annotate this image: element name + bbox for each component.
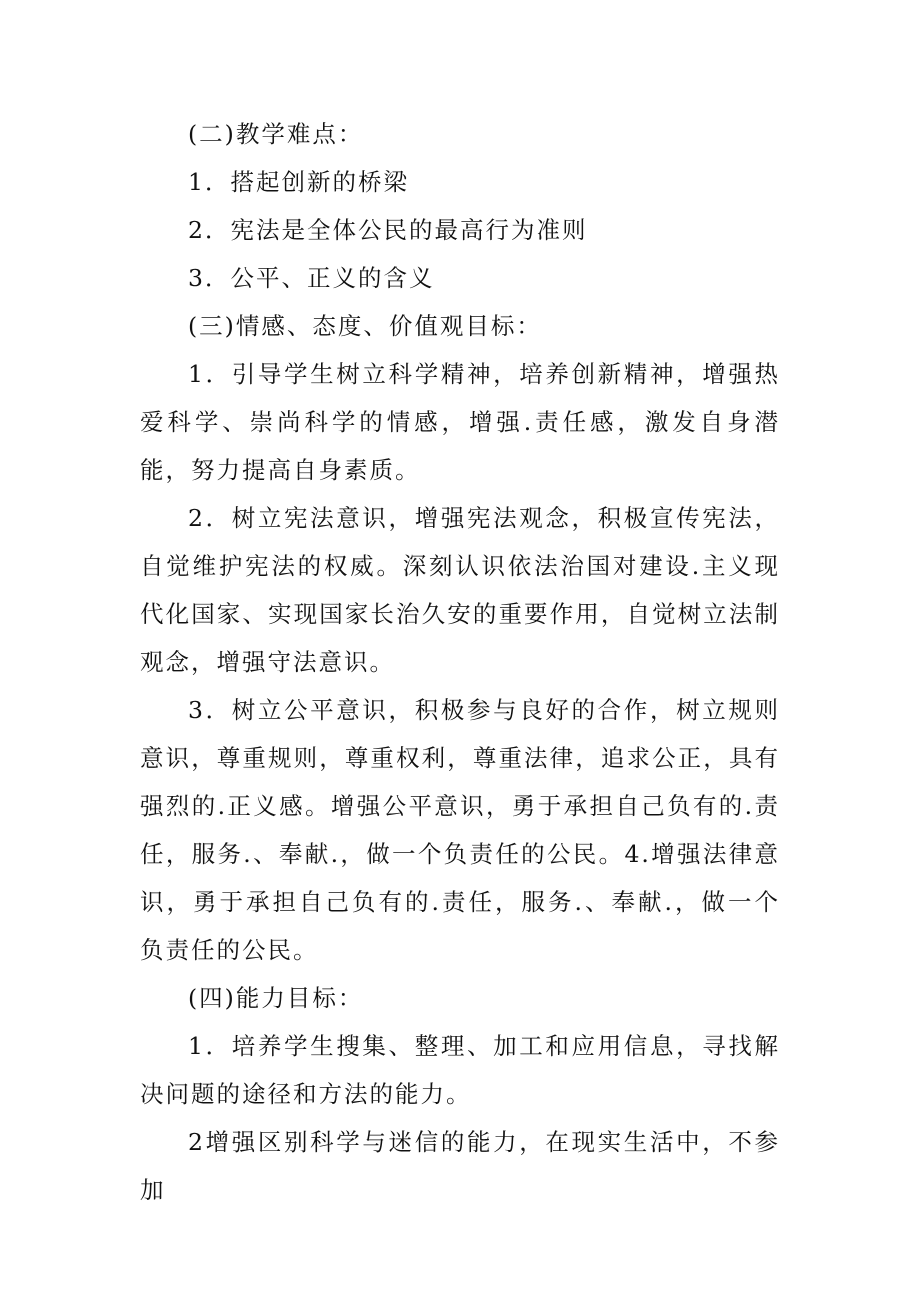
section-heading-ability-goals: (四)能力目标： — [188, 984, 364, 1012]
section-heading-attitude-goals: (三)情感、态度、价值观目标： — [188, 312, 542, 340]
document-body — [140, 110, 780, 1214]
list-item: 2．树立宪法意识，增强宪法观念，积极宣传宪法，自觉维护宪法的权威。深刻认识依法治国对建设.主义现代化国家、实现国家长治久安的重要作用，自觉树立法制观念，增强守法意识。 — [140, 504, 780, 676]
list-item: 1．搭起创新的桥梁 — [188, 168, 409, 196]
list-item: 2．宪法是全体公民的最高行为准则 — [188, 216, 588, 244]
list-item: 3．公平、正义的含义 — [188, 264, 435, 292]
section-heading-difficulties: (二)教学难点： — [188, 120, 364, 148]
list-item: 1．培养学生搜集、整理、加工和应用信息，寻找解决问题的途径和方法的能力。 — [140, 1032, 780, 1108]
list-item: 2增强区别科学与迷信的能力，在现实生活中，不参加 — [140, 1128, 780, 1204]
list-item: 3．树立公平意识，积极参与良好的合作，树立规则意识，尊重规则，尊重权利，尊重法律，追求公正，具有强烈的.正义感。增强公平意识，勇于承担自己负有的.责任，服务.、奉献.，做一个负责任的公民。4.增强法律意识，勇于承担自己负有的.责任，服务.、奉献.，做一个负责任的公民。 — [140, 696, 780, 964]
list-item: 1．引导学生树立科学精神，培养创新精神，增强热爱科学、崇尚科学的情感，增强.责任感，激发自身潜能，努力提高自身素质。 — [140, 360, 780, 484]
